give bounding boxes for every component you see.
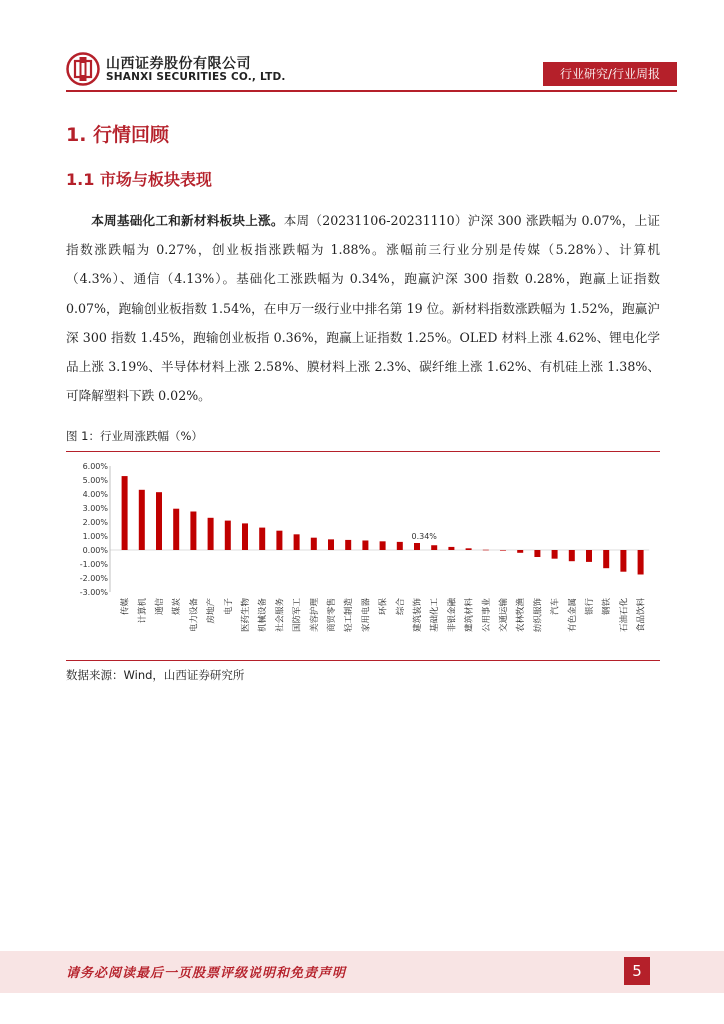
x-tick-label: 银行 — [585, 598, 595, 616]
bar-轻工制造 — [345, 540, 351, 550]
x-tick-label: 电力设备 — [189, 598, 200, 633]
x-tick-label: 美容护理 — [309, 598, 320, 633]
industry-weekly-change-chart — [66, 456, 660, 656]
y-tick-label: 3.00% — [82, 504, 108, 513]
y-tick-label: -3.00% — [79, 588, 108, 597]
y-tick-label: 1.00% — [82, 532, 108, 541]
bar-电子 — [225, 521, 231, 550]
y-tick-label: 0.00% — [82, 546, 108, 555]
company-name-en: SHANXI SECURITIES CO., LTD. — [106, 71, 286, 83]
figure-title: 图 1：行业周涨跌幅（%） — [66, 429, 203, 443]
footer-disclaimer: 请务必阅读最后一页股票评级说明和免责声明 — [66, 966, 347, 981]
bar-食品饮料 — [638, 550, 644, 575]
x-tick-label: 汽车 — [550, 598, 561, 616]
bar-农林牧渔 — [517, 550, 523, 553]
bar-建筑装饰 — [414, 543, 420, 550]
bar-机械设备 — [259, 528, 265, 550]
bar-纺织服饰 — [534, 550, 540, 557]
bar-银行 — [586, 550, 592, 562]
x-tick-label: 环保 — [378, 598, 389, 616]
x-tick-label: 电子 — [223, 598, 234, 616]
bar-传媒 — [122, 476, 128, 550]
paragraph-lead: 本周基础化工和新材料板块上涨。 — [91, 213, 284, 228]
x-tick-label: 社会服务 — [275, 598, 286, 633]
x-tick-label: 通信 — [155, 598, 165, 616]
x-tick-label: 机械设备 — [258, 598, 269, 633]
x-tick-label: 轻工制造 — [344, 598, 355, 633]
paragraph-body: 本周（20231106-20231110）沪深 300 涨跌幅为 0.07%，上证指数涨跌幅为 0.27%，创业板指涨跌幅为 1.88%。涨幅前三行业分别是传媒（5.28%）、计算机（4.3%）、通信（4.13%）。基础化工涨跌幅为 0.34%，跑赢沪深 300 指数 0.28%，跑赢上证指数 0.07%，跑输创业板指数 1.54%，在申万一级行业中排名第 19 位。新材料指数涨跌幅为 1.52%，跑赢沪深 300 指数 1.45%，跑输创业板指 0.36%，跑赢上证指数 1.25%。OLED 材料上涨 4.62%、锂电化学品上涨 3.19%、半导体材料上涨 2.58%、膜材料上涨 2.3%、碳纤维上涨 1.62%、有机硅上涨 1.38%、可降解塑料下跌 0.02%。 — [66, 213, 661, 404]
bar-医药生物 — [242, 523, 248, 550]
x-tick-label: 煤炭 — [172, 598, 183, 616]
market-review-paragraph — [66, 206, 660, 410]
bar-国防军工 — [294, 534, 300, 550]
bar-汽车 — [552, 550, 558, 559]
data-label-annotation: 0.34% — [411, 532, 437, 542]
y-tick-label: 6.00% — [82, 462, 108, 471]
x-tick-label: 钢铁 — [602, 598, 613, 616]
x-tick-label: 商贸零售 — [327, 598, 337, 633]
x-tick-label: 农林牧渔 — [516, 598, 527, 633]
bar-非银金融 — [448, 547, 454, 550]
bar-交通运输 — [500, 550, 506, 551]
x-tick-label: 纺织服饰 — [533, 598, 544, 633]
x-tick-label: 石油石化 — [619, 598, 630, 633]
bar-有色金属 — [569, 550, 575, 561]
figure-source: 数据来源：Wind，山西证券研究所 — [66, 668, 245, 682]
bar-公用事业 — [483, 550, 489, 551]
x-tick-label: 交通运输 — [499, 598, 509, 633]
figure-bottom-rule — [66, 660, 660, 661]
bar-综合 — [397, 542, 403, 550]
x-tick-label: 建筑装饰 — [413, 598, 423, 633]
company-name-cn: 山西证券股份有限公司 — [106, 56, 251, 72]
bar-环保 — [380, 541, 386, 550]
x-tick-label: 计算机 — [137, 598, 148, 624]
bar-计算机 — [139, 490, 145, 550]
header-divider — [66, 90, 677, 92]
bar-煤炭 — [173, 509, 179, 550]
bar-基础化工 — [431, 545, 437, 550]
bar-钢铁 — [603, 550, 609, 568]
bar-美容护理 — [311, 538, 317, 550]
x-tick-label: 建筑材料 — [464, 598, 475, 633]
y-tick-label: 5.00% — [82, 476, 108, 485]
y-tick-label: -1.00% — [79, 560, 108, 569]
x-tick-label: 传媒 — [120, 598, 131, 616]
bar-商贸零售 — [328, 539, 334, 550]
x-tick-label: 非银金融 — [447, 598, 458, 633]
x-tick-label: 公用事业 — [481, 598, 492, 633]
x-tick-label: 医药生物 — [241, 598, 251, 633]
page-number: 5 — [624, 957, 650, 985]
bar-石油石化 — [620, 550, 626, 572]
bar-房地产 — [208, 518, 214, 550]
company-logo-icon — [66, 52, 100, 86]
x-tick-label: 有色金属 — [567, 598, 578, 633]
y-tick-label: -2.00% — [79, 574, 108, 583]
x-tick-label: 国防军工 — [292, 598, 303, 633]
x-tick-label: 房地产 — [206, 598, 217, 624]
page-header — [0, 0, 724, 100]
section-heading: 1. 行情回顾 — [66, 124, 170, 146]
bar-社会服务 — [276, 531, 282, 550]
bar-建筑材料 — [466, 548, 472, 550]
bar-通信 — [156, 492, 162, 550]
x-tick-label: 综合 — [395, 598, 406, 616]
report-type-tag: 行业研究/行业周报 — [543, 62, 677, 86]
figure-top-rule — [66, 451, 660, 452]
y-tick-label: 4.00% — [82, 490, 108, 499]
x-tick-label: 家用电器 — [361, 598, 372, 633]
x-tick-label: 食品饮料 — [636, 598, 647, 633]
bar-电力设备 — [190, 512, 196, 551]
bar-家用电器 — [362, 540, 368, 550]
subsection-heading: 1.1 市场与板块表现 — [66, 170, 212, 189]
y-tick-label: 2.00% — [82, 518, 108, 527]
x-tick-label: 基础化工 — [430, 598, 441, 633]
